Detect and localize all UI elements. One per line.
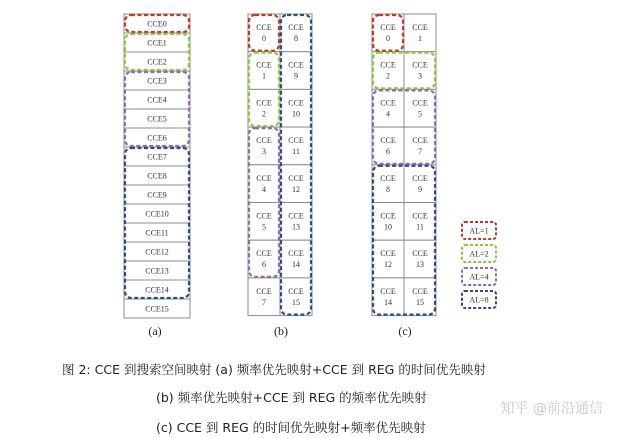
cce-label: CCE8 <box>147 171 167 181</box>
cce-index: 15 <box>292 297 300 307</box>
label-b: (b) <box>274 324 288 338</box>
cce-cell <box>404 165 436 203</box>
cce-label: CCE5 <box>147 114 167 124</box>
caption-line-2: (b) 频率优先映射+CCE 到 REG 的频率优先映射 <box>156 390 427 405</box>
cce-index: 12 <box>292 184 300 194</box>
cce-label: CCE10 <box>145 209 169 219</box>
label-c: (c) <box>398 324 412 338</box>
cce-label: CCE <box>256 173 272 183</box>
cce-label: CCE <box>380 211 396 221</box>
cce-label: CCE14 <box>145 285 169 295</box>
cce-cell <box>248 127 280 165</box>
cce-cell <box>372 127 404 165</box>
cce-label: CCE <box>380 136 396 146</box>
cce-cell <box>372 165 404 203</box>
cce-index: 3 <box>418 71 422 81</box>
cce-cell <box>404 240 436 278</box>
cce-cell <box>248 14 280 52</box>
cce-label: CCE3 <box>147 76 167 86</box>
cce-label: CCE <box>380 60 396 70</box>
cce-index: 7 <box>262 297 266 307</box>
cce-label: CCE <box>288 286 304 296</box>
cce-cell <box>404 14 436 52</box>
cce-index: 9 <box>294 71 298 81</box>
cce-cell <box>280 240 312 278</box>
legend-label: AL=2 <box>469 249 489 259</box>
cce-index: 4 <box>386 109 390 119</box>
cce-cell <box>404 89 436 127</box>
cce-cell <box>280 89 312 127</box>
cce-label: CCE6 <box>147 133 167 143</box>
cce-label: CCE <box>412 23 428 32</box>
cce-label: CCE <box>288 173 304 183</box>
cce-label: CCE <box>380 286 396 296</box>
cce-label: CCE <box>380 98 396 108</box>
cce-cell <box>404 278 436 316</box>
cce-cell <box>372 52 404 90</box>
cce-index: 8 <box>294 34 298 43</box>
cce-index: 4 <box>262 184 266 194</box>
cce-cell <box>404 203 436 241</box>
cce-label: CCE <box>288 60 304 70</box>
cce-index: 3 <box>262 147 266 157</box>
cce-index: 2 <box>386 71 390 81</box>
cce-cell <box>372 240 404 278</box>
cce-label: CCE7 <box>147 152 167 162</box>
cce-label: CCE <box>256 23 272 32</box>
cce-label: CCE4 <box>147 95 167 105</box>
cce-index: 6 <box>386 147 390 157</box>
cce-cell <box>248 203 280 241</box>
cce-label: CCE <box>380 23 396 32</box>
cce-index: 15 <box>416 297 424 307</box>
cce-label: CCE11 <box>145 228 169 238</box>
cce-label: CCE2 <box>147 57 167 67</box>
cce-index: 14 <box>292 260 300 270</box>
cce-cell <box>372 14 404 52</box>
cce-index: 9 <box>418 184 422 194</box>
cce-index: 11 <box>292 147 300 157</box>
column-a <box>124 14 190 318</box>
cce-index: 0 <box>386 34 390 43</box>
cce-cell <box>372 203 404 241</box>
cce-cell <box>280 14 312 52</box>
cce-cell <box>248 240 280 278</box>
cce-index: 12 <box>384 260 392 270</box>
cce-cell <box>280 165 312 203</box>
cce-index: 13 <box>292 222 300 232</box>
cce-index: 7 <box>418 147 422 157</box>
cce-cell <box>248 278 280 316</box>
legend-label: AL=8 <box>469 295 489 305</box>
cce-index: 8 <box>386 184 390 194</box>
cce-label: CCE <box>288 136 304 146</box>
cce-label: CCE <box>256 286 272 296</box>
cce-index: 2 <box>262 109 266 119</box>
cce-label: CCE <box>288 98 304 108</box>
cce-label: CCE <box>412 173 428 183</box>
cce-index: 5 <box>418 109 422 119</box>
cce-cell <box>248 165 280 203</box>
cce-label: CCE <box>256 211 272 221</box>
cce-label: CCE <box>288 23 304 32</box>
cce-index: 1 <box>262 71 266 81</box>
cce-index: 10 <box>384 222 392 232</box>
legend-label: AL=1 <box>469 226 489 236</box>
cce-cell <box>280 52 312 90</box>
cce-label: CCE1 <box>147 38 167 48</box>
cce-label: CCE0 <box>147 19 167 29</box>
cce-label: CCE <box>412 286 428 296</box>
cce-cell <box>248 89 280 127</box>
cce-index: 10 <box>292 109 300 119</box>
cce-label: CCE <box>412 136 428 146</box>
cce-label: CCE12 <box>145 247 169 257</box>
cce-cell <box>372 89 404 127</box>
cce-index: 14 <box>384 297 392 307</box>
cce-index: 1 <box>418 34 422 43</box>
cce-cell <box>372 278 404 316</box>
cce-cell <box>404 127 436 165</box>
legend <box>462 222 496 308</box>
cce-label: CCE <box>256 136 272 146</box>
cce-cell <box>280 127 312 165</box>
caption-line-1: 图 2: CCE 到搜索空间映射 (a) 频率优先映射+CCE 到 REG 的时间优先映射 <box>62 362 486 377</box>
cce-cell <box>248 52 280 90</box>
cce-label: CCE <box>256 60 272 70</box>
watermark: 知乎 @前沿通信 <box>500 401 603 417</box>
cce-label: CCE15 <box>145 304 169 314</box>
cce-index: 13 <box>416 260 424 270</box>
cce-label: CCE <box>412 211 428 221</box>
cce-label: CCE <box>288 249 304 259</box>
cce-cell <box>404 52 436 90</box>
cce-index: 5 <box>262 222 266 232</box>
cce-label: CCE <box>256 249 272 259</box>
cce-label: CCE <box>412 249 428 259</box>
cce-index: 0 <box>262 34 266 43</box>
cce-label: CCE <box>380 173 396 183</box>
cce-label: CCE <box>412 98 428 108</box>
cce-label: CCE <box>380 249 396 259</box>
caption-line-3: (c) CCE 到 REG 的时间优先映射+频率优先映射 <box>156 420 426 435</box>
cce-index: 6 <box>262 260 266 270</box>
cce-label: CCE9 <box>147 190 167 200</box>
cce-label: CCE13 <box>145 266 169 276</box>
cce-label: CCE <box>288 211 304 221</box>
cce-cell <box>280 278 312 316</box>
label-a: (a) <box>148 324 162 338</box>
cce-index: 11 <box>416 222 424 232</box>
legend-label: AL=4 <box>469 272 489 282</box>
cce-cell <box>280 203 312 241</box>
cce-label: CCE <box>256 98 272 108</box>
cce-label: CCE <box>412 60 428 70</box>
